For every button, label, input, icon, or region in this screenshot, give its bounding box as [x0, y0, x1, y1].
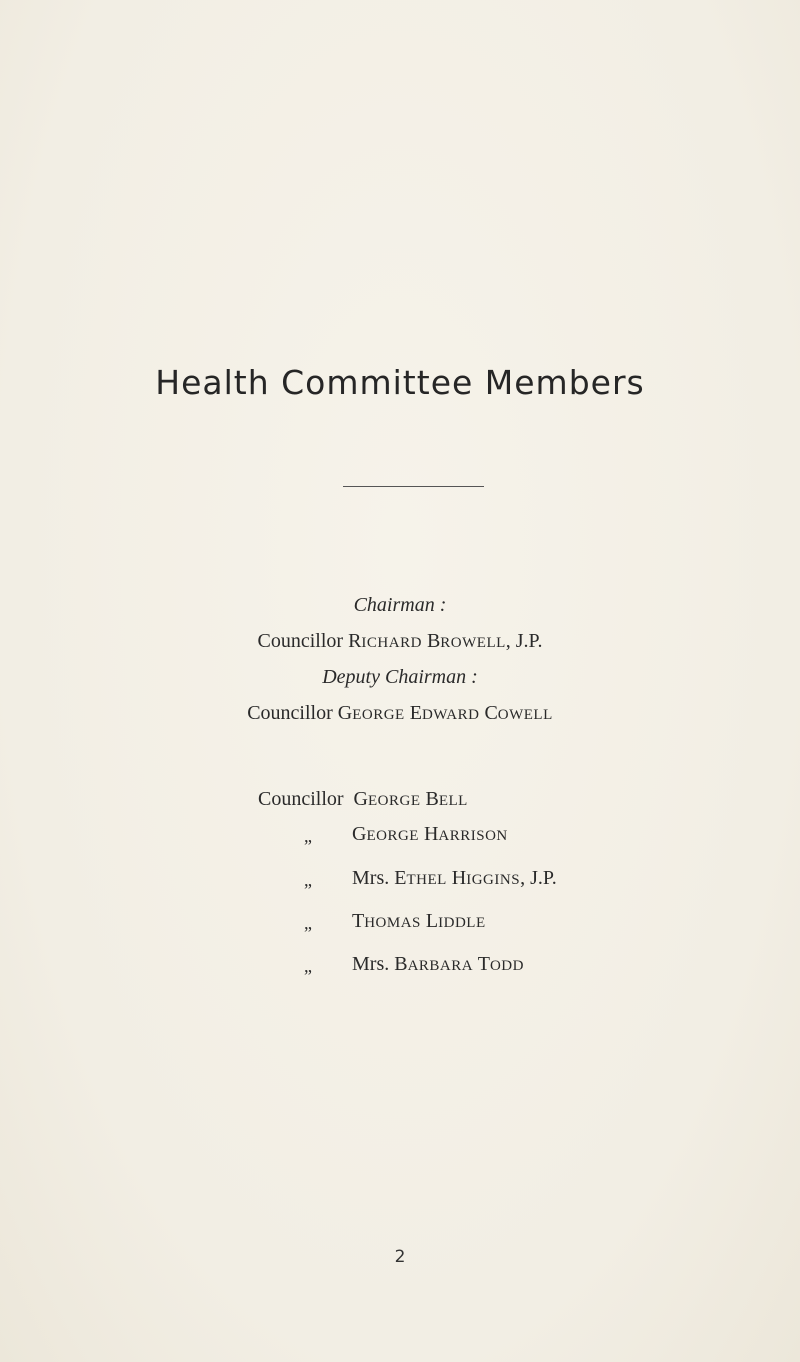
- member-first-title: Councillor: [258, 788, 344, 810]
- chairman-last-rest: ROWELL: [440, 635, 506, 651]
- deputy-n1-initial: G: [337, 702, 353, 724]
- member-b-initial: H: [451, 867, 467, 889]
- deputy-n1-rest: EORGE: [352, 707, 405, 723]
- member-a-initial: B: [394, 953, 408, 975]
- page-title: Health Committee Members: [155, 363, 645, 402]
- ditto-mark: „: [304, 956, 312, 976]
- member-a-rest: EORGE: [366, 828, 419, 844]
- member-prefix: Mrs.: [352, 867, 390, 889]
- chairman-role-label: Chairman :: [353, 594, 447, 616]
- member-a-rest: THEL: [406, 872, 447, 888]
- ditto-mark: „: [304, 870, 312, 890]
- member-b-initial: L: [425, 910, 439, 932]
- member-a-initial: G: [352, 823, 367, 845]
- deputy-n2-rest: DWARD: [421, 707, 480, 723]
- chairman-suffix: , J.P.: [505, 630, 543, 652]
- member-first-n2-rest: ELL: [438, 793, 468, 809]
- member-a-rest: HOMAS: [364, 915, 421, 931]
- member-row: [352, 910, 486, 933]
- member-first-n1-rest: EORGE: [368, 793, 421, 809]
- member-row: [352, 823, 508, 846]
- member-b-rest: IDDLE: [438, 915, 486, 931]
- deputy-n3-initial: C: [484, 702, 498, 724]
- deputy-n2-initial: E: [409, 702, 422, 724]
- member-a-initial: E: [394, 867, 407, 889]
- member-b-rest: IGGINS: [466, 872, 521, 888]
- ditto-mark: „: [304, 913, 312, 933]
- chairman-first-rest: ICHARD: [361, 635, 422, 651]
- ditto-mark: „: [304, 826, 312, 846]
- member-a-rest: ARBARA: [407, 958, 474, 974]
- member-b-initial: T: [477, 953, 490, 975]
- deputy-title: Councillor: [247, 702, 333, 724]
- title-divider: [343, 486, 484, 487]
- member-first: [258, 788, 468, 811]
- member-prefix: Mrs.: [352, 953, 390, 975]
- member-a-initial: T: [352, 910, 365, 932]
- member-row: [352, 953, 524, 976]
- chairman-first-initial: R: [348, 630, 362, 652]
- member-row: [352, 867, 557, 890]
- member-b-initial: H: [423, 823, 439, 845]
- member-first-n1-initial: G: [353, 788, 368, 810]
- deputy-role-label: Deputy Chairman :: [322, 666, 478, 688]
- chairman-last-initial: B: [426, 630, 441, 652]
- deputy-name: [0, 702, 800, 725]
- member-b-rest: ARRISON: [438, 828, 508, 844]
- chairman-title: Councillor: [257, 630, 344, 652]
- chairman-name: [0, 630, 800, 653]
- member-b-rest: ODD: [489, 958, 524, 974]
- member-suffix: , J.P.: [520, 867, 557, 889]
- deputy-n3-rest: OWELL: [497, 707, 553, 723]
- member-first-n2-initial: B: [425, 788, 439, 810]
- page-number: 2: [394, 1247, 406, 1267]
